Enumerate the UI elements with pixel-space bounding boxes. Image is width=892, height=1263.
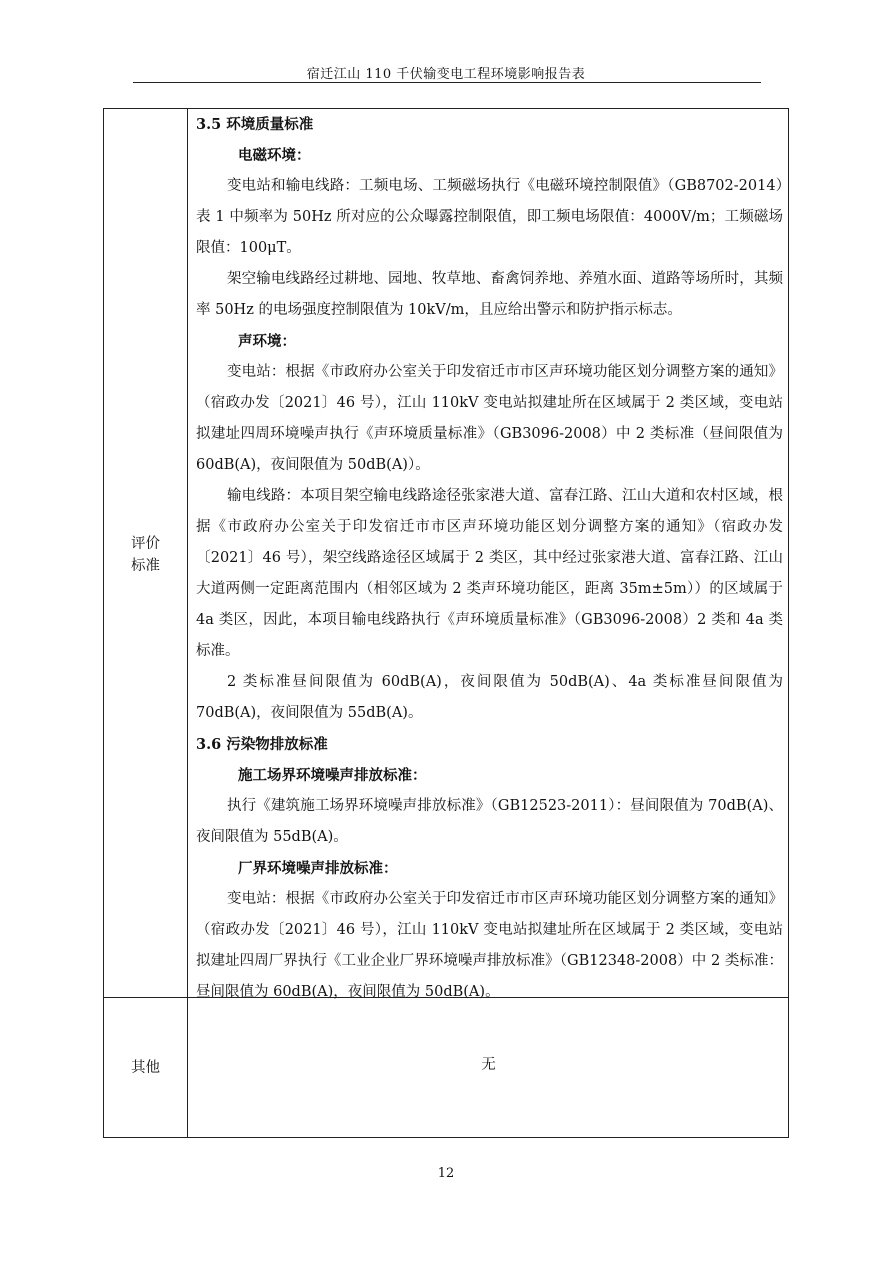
sound-paragraph-limits: 2 类标准昼间限值为 60dB(A)，夜间限值为 50dB(A)、4a 类标准昼间限值为 70dB(A)，夜间限值为 55dB(A)。 [196, 674, 783, 721]
report-header-title: 宿迁江山 110 千伏输变电工程环境影响报告表 [306, 67, 586, 82]
sound-environment-heading: 声环境： [238, 333, 296, 350]
sound-paragraph-lines: 输电线路：本项目架空输电线路途径张家港大道、富春江路、江山大道和农村区域，根据《市政府办公室关于印发宿迁市市区声环境功能区划分调整方案的通知》（宿政办发〔2021〕46 号），架空线路途径区域属于 2 类区，其中经过张家港大道、富春江路、江山大道两侧一定距离范围内（相邻区域为 2 类声环境功能区，距离 35m±5m））的区域属于 4a 类区，因此，本项目输电线路执行《声环境质量标准》（GB3096-2008）2 类和 4a 类标准。 [196, 488, 783, 659]
table-column-divider [187, 108, 188, 1138]
electromagnetic-paragraph-1: 变电站和输电线路：工频电场、工频磁场执行《电磁环境控制限值》（GB8702-2014）表 1 中频率为 50Hz 所对应的公众曝露控制限值，即工频电场限值：4000V/m；工频磁场限值：100μT。 [196, 178, 783, 256]
construction-noise-heading: 施工场界环境噪声排放标准： [238, 767, 427, 784]
electromagnetic-heading: 电磁环境： [238, 147, 311, 164]
construction-noise-paragraph: 执行《建筑施工场界环境噪声排放标准》（GB12523-2011）：昼间限值为 70dB(A)、夜间限值为 55dB(A)。 [196, 798, 783, 845]
section-3-5-heading: 3.5 环境质量标准 [196, 116, 314, 133]
other-value: 无 [481, 1057, 496, 1073]
boundary-noise-paragraph: 变电站：根据《市政府办公室关于印发宿迁市市区声环境功能区划分调整方案的通知》（宿政办发〔2021〕46 号），江山 110kV 变电站拟建址所在区域属于 2 类区域，变电站拟建址四周厂界执行《工业企业厂界环境噪声排放标准》（GB12348-2008）中 2 类标准：昼间限值为 60dB(A)，夜间限值为 50dB(A)。 [196, 891, 783, 1000]
row-label-evaluation-standard [104, 533, 187, 577]
sound-paragraph-substation: 变电站：根据《市政府办公室关于印发宿迁市市区声环境功能区划分调整方案的通知》（宿政办发〔2021〕46 号），江山 110kV 变电站拟建址所在区域属于 2 类区域，变电站拟建址四周环境噪声执行《声环境质量标准》（GB3096-2008）中 2 类标准（昼间限值为 60dB(A)，夜间限值为 50dB(A)）。 [196, 364, 783, 473]
electromagnetic-paragraph-2: 架空输电线路经过耕地、园地、牧草地、畜禽饲养地、养殖水面、道路等场所时，其频率 50Hz 的电场强度控制限值为 10kV/m，且应给出警示和防护指示标志。 [196, 271, 783, 318]
evaluation-standard-content [196, 109, 783, 1008]
row-label-evaluation-text: 评价 标准 [131, 536, 160, 574]
row-label-other: 其他 [131, 1060, 160, 1076]
page-number: 12 [437, 1166, 455, 1181]
boundary-noise-heading: 厂界环境噪声排放标准： [238, 860, 398, 877]
header-rule [133, 82, 761, 83]
section-3-6-heading: 3.6 污染物排放标准 [196, 736, 328, 753]
